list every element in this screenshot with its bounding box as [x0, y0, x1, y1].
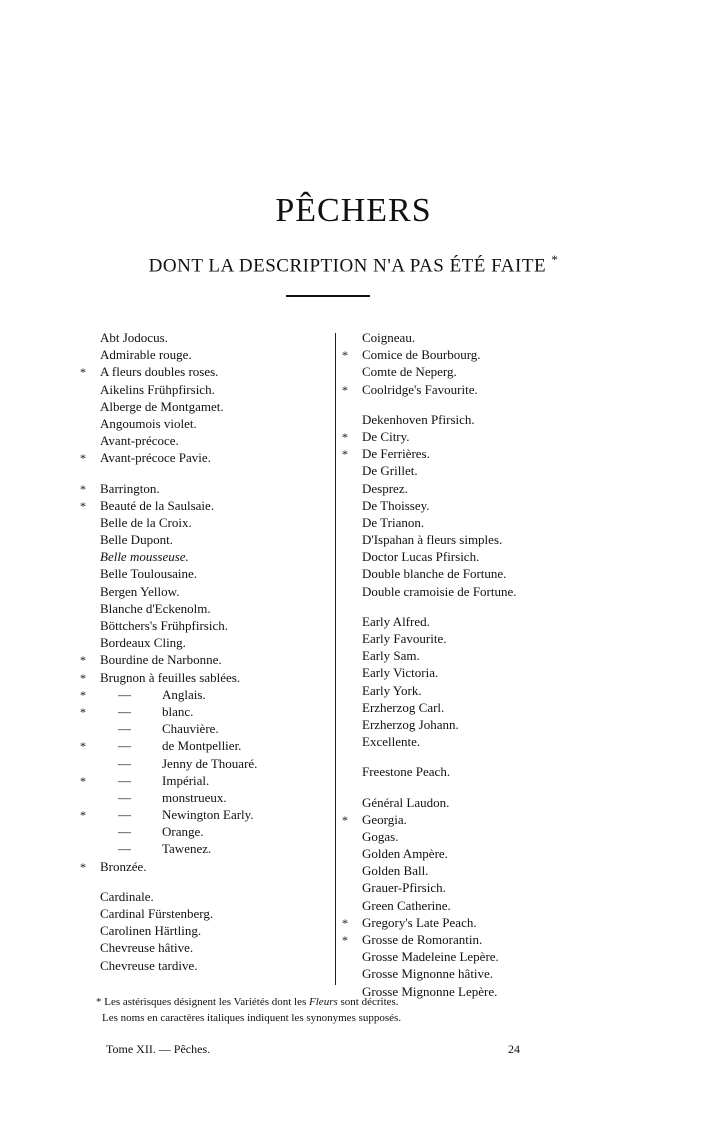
ditto-dash: — — [118, 738, 131, 754]
variety-entry — [80, 583, 330, 600]
variety-name: Belle Dupont. — [100, 532, 173, 548]
variety-entry — [342, 531, 682, 548]
asterisk-marker: * — [80, 859, 86, 874]
variety-name: Gregory's Late Peach. — [362, 914, 477, 930]
variety-name: A fleurs doubles roses. — [100, 364, 219, 380]
variety-entry — [342, 664, 682, 681]
variety-name: Brugnon à feuilles sablées. — [100, 669, 241, 685]
section-gap — [342, 781, 682, 794]
variety-name: de Montpellier. — [162, 738, 242, 754]
ditto-dash: — — [118, 789, 131, 805]
asterisk-marker: * — [80, 498, 86, 513]
variety-entry — [342, 879, 682, 896]
section-gap — [342, 600, 682, 613]
variety-entry — [80, 346, 330, 363]
variety-name: De Thoissey. — [362, 497, 430, 513]
asterisk-marker: * — [80, 481, 86, 496]
variety-entry — [342, 565, 682, 582]
page-number: 24 — [508, 1042, 520, 1056]
variety-name: Belle Toulousaine. — [100, 566, 198, 582]
asterisk-marker: * — [342, 382, 348, 397]
variety-entry — [80, 480, 330, 497]
variety-name: D'Ispahan à fleurs simples. — [362, 532, 503, 548]
variety-entry — [342, 548, 682, 565]
variety-entry — [342, 630, 682, 647]
variety-entry — [80, 789, 330, 806]
footnote-line-1 — [96, 994, 616, 1010]
asterisk-marker: * — [80, 808, 86, 823]
section-gap — [342, 398, 682, 411]
variety-entry — [342, 647, 682, 664]
variety-entry — [80, 432, 330, 449]
variety-name: Dekenhoven Pfirsich. — [362, 411, 475, 427]
variety-name: Belle mousseuse. — [100, 549, 189, 565]
variety-name: Orange. — [162, 824, 204, 840]
variety-entry — [80, 531, 330, 548]
variety-entry — [342, 845, 682, 862]
ditto-dash: — — [118, 841, 131, 857]
variety-name: Bergen Yellow. — [100, 583, 180, 599]
variety-name: Admirable rouge. — [100, 347, 192, 363]
variety-entry — [342, 763, 682, 780]
footnote-asterisk: * — [96, 996, 102, 1008]
variety-name: Excellente. — [362, 734, 421, 750]
variety-entry — [342, 363, 682, 380]
variety-entry — [342, 716, 682, 733]
variety-entry — [80, 922, 330, 939]
variety-name: Anglais. — [162, 686, 206, 702]
variety-entry — [342, 329, 682, 346]
asterisk-marker: * — [80, 670, 86, 685]
variety-name: Cardinale. — [100, 888, 154, 904]
variety-entry — [342, 411, 682, 428]
left-column — [80, 329, 330, 974]
subtitle-text: DONT LA DESCRIPTION N'A PAS ÉTÉ FAITE — [148, 255, 547, 277]
variety-entry — [80, 449, 330, 466]
variety-name: Erzherzog Johann. — [362, 716, 459, 732]
variety-entry — [80, 755, 330, 772]
subtitle-asterisk: * — [551, 252, 559, 267]
variety-entry — [80, 806, 330, 823]
ditto-dash: — — [118, 824, 131, 840]
page-title: PÊCHERS — [275, 192, 432, 229]
variety-name: De Grillet. — [362, 463, 418, 479]
variety-entry — [80, 363, 330, 380]
footnote-line-2: Les noms en caractères italiques indiquent les synonymes supposés. — [102, 1012, 402, 1024]
asterisk-marker: * — [80, 451, 86, 466]
variety-name: Golden Ball. — [362, 863, 429, 879]
variety-name: Early York. — [362, 682, 422, 698]
ditto-dash: — — [118, 686, 131, 702]
variety-entry — [80, 398, 330, 415]
variety-name: Cardinal Fürstenberg. — [100, 906, 214, 921]
variety-name: Early Favourite. — [362, 631, 447, 646]
variety-name: Beauté de la Saulsaie. — [100, 497, 215, 513]
variety-entry — [342, 914, 682, 931]
variety-name: Grosse Mignonne hâtive. — [362, 966, 494, 982]
variety-name: Aikelins Frühpfirsich. — [100, 381, 215, 397]
variety-entry — [342, 445, 682, 462]
variety-name: Early Victoria. — [362, 665, 439, 681]
ditto-dash: — — [118, 772, 131, 788]
variety-name: Double blanche de Fortune. — [362, 566, 507, 582]
variety-name: Bourdine de Narbonne. — [100, 652, 222, 668]
variety-name: De Trianon. — [362, 514, 425, 530]
variety-name: Doctor Lucas Pfirsich. — [362, 549, 480, 565]
variety-entry — [80, 737, 330, 754]
variety-entry — [80, 823, 330, 840]
variety-entry — [80, 939, 330, 956]
variety-entry — [80, 720, 330, 737]
variety-name: monstrueux. — [162, 789, 227, 805]
variety-name: Freestone Peach. — [362, 764, 451, 780]
ditto-dash: — — [118, 807, 131, 823]
variety-name: Avant-précoce. — [100, 433, 179, 449]
asterisk-marker: * — [342, 933, 348, 947]
variety-entry — [342, 428, 682, 445]
variety-name: Avant-précoce Pavie. — [100, 450, 211, 466]
variety-entry — [80, 634, 330, 651]
variety-entry — [80, 415, 330, 432]
variety-name: Alberge de Montgamet. — [100, 398, 224, 414]
section-gap — [80, 467, 330, 480]
variety-entry — [80, 858, 330, 875]
asterisk-marker: * — [80, 704, 86, 719]
variety-name: Coolridge's Favourite. — [362, 381, 478, 397]
variety-name: Georgia. — [362, 811, 407, 827]
variety-entry — [80, 669, 330, 686]
asterisk-marker: * — [342, 915, 348, 930]
variety-entry — [342, 497, 682, 514]
variety-name: Grosse Madeleine Lepère. — [362, 949, 499, 965]
variety-name: Böttchers's Frühpfirsich. — [100, 618, 228, 633]
variety-name: Bronzée. — [100, 858, 147, 874]
variety-entry — [80, 514, 330, 531]
variety-entry — [342, 682, 682, 699]
variety-entry — [80, 565, 330, 582]
variety-name: Abt Jodocus. — [100, 330, 168, 345]
asterisk-marker: * — [342, 348, 348, 363]
variety-entry — [80, 329, 330, 346]
variety-name: Golden Ampère. — [362, 846, 448, 862]
footnote-italic: Fleurs — [309, 996, 338, 1008]
variety-name: Général Laudon. — [362, 794, 450, 810]
footnote-text-b: sont décrites. — [337, 996, 399, 1008]
variety-name: Grosse Mignonne Lepère. — [362, 983, 498, 999]
variety-name: Jenny de Thouaré. — [162, 755, 258, 771]
asterisk-marker: * — [80, 687, 86, 702]
variety-entry — [342, 733, 682, 750]
variety-entry — [80, 548, 330, 565]
variety-name: Comice de Bourbourg. — [362, 347, 481, 363]
ditto-dash: — — [118, 755, 131, 771]
variety-entry — [80, 497, 330, 514]
variety-entry — [80, 772, 330, 789]
page-subtitle — [0, 252, 707, 277]
asterisk-marker: * — [342, 429, 348, 444]
variety-name: Chevreuse hâtive. — [100, 940, 194, 956]
variety-name: Chauvière. — [162, 721, 219, 737]
ditto-dash: — — [118, 721, 131, 737]
asterisk-marker: * — [80, 739, 86, 754]
variety-entry — [80, 840, 330, 857]
variety-name: Coigneau. — [362, 330, 416, 345]
variety-entry — [80, 651, 330, 668]
variety-entry — [342, 346, 682, 363]
variety-name: De Ferrières. — [362, 446, 430, 462]
asterisk-marker: * — [342, 447, 348, 462]
variety-entry — [342, 462, 682, 479]
variety-name: Early Alfred. — [362, 613, 430, 629]
variety-entry — [342, 583, 682, 600]
variety-entry — [342, 948, 682, 965]
variety-entry — [80, 888, 330, 905]
section-gap — [80, 875, 330, 888]
variety-name: Early Sam. — [362, 648, 420, 664]
variety-entry — [80, 905, 330, 922]
asterisk-marker: * — [80, 773, 86, 788]
variety-entry — [342, 965, 682, 982]
variety-entry — [342, 931, 682, 948]
variety-entry — [342, 862, 682, 879]
variety-name: Comte de Neperg. — [362, 364, 457, 380]
variety-name: Belle de la Croix. — [100, 514, 192, 530]
variety-name: Angoumois violet. — [100, 415, 197, 431]
footnote-text-a: Les astérisques désignent les Variétés dont les — [104, 996, 310, 1008]
column-divider — [335, 333, 336, 985]
variety-entry — [342, 381, 682, 398]
variety-name: Barrington. — [100, 480, 160, 496]
variety-name: Blanche d'Eckenolm. — [100, 600, 211, 616]
variety-entry — [342, 613, 682, 630]
variety-name: Grosse de Romorantin. — [362, 932, 483, 947]
variety-name: Double cramoisie de Fortune. — [362, 583, 517, 599]
title-rule — [286, 295, 370, 297]
asterisk-marker: * — [342, 812, 348, 827]
variety-entry — [80, 381, 330, 398]
variety-name: Bordeaux Cling. — [100, 635, 186, 651]
variety-name: Newington Early. — [162, 807, 254, 823]
ditto-dash: — — [118, 703, 131, 719]
section-gap — [342, 750, 682, 763]
variety-entry — [342, 699, 682, 716]
variety-name: Erzherzog Carl. — [362, 699, 445, 715]
variety-name: Green Catherine. — [362, 897, 451, 913]
variety-entry — [342, 828, 682, 845]
running-footer: Tome XII. — Pêches. — [106, 1042, 211, 1056]
variety-entry — [80, 686, 330, 703]
right-column — [342, 329, 682, 1000]
variety-entry — [342, 514, 682, 531]
variety-entry — [80, 617, 330, 634]
variety-entry — [342, 897, 682, 914]
variety-name: Tawenez. — [162, 841, 212, 857]
variety-name: Grauer-Pfirsich. — [362, 880, 446, 896]
variety-entry — [342, 480, 682, 497]
variety-name: De Citry. — [362, 428, 410, 444]
variety-entry — [80, 703, 330, 720]
variety-name: Desprez. — [362, 480, 408, 496]
variety-name: blanc. — [162, 703, 194, 719]
variety-entry — [342, 811, 682, 828]
variety-entry — [342, 794, 682, 811]
asterisk-marker: * — [80, 365, 86, 380]
variety-name: Chevreuse tardive. — [100, 957, 198, 973]
variety-entry — [80, 600, 330, 617]
footnote — [96, 994, 616, 1026]
variety-name: Gogas. — [362, 828, 399, 844]
variety-entry — [80, 957, 330, 974]
asterisk-marker: * — [80, 653, 86, 668]
variety-name: Impérial. — [162, 772, 210, 788]
variety-name: Carolinen Härtling. — [100, 923, 202, 939]
